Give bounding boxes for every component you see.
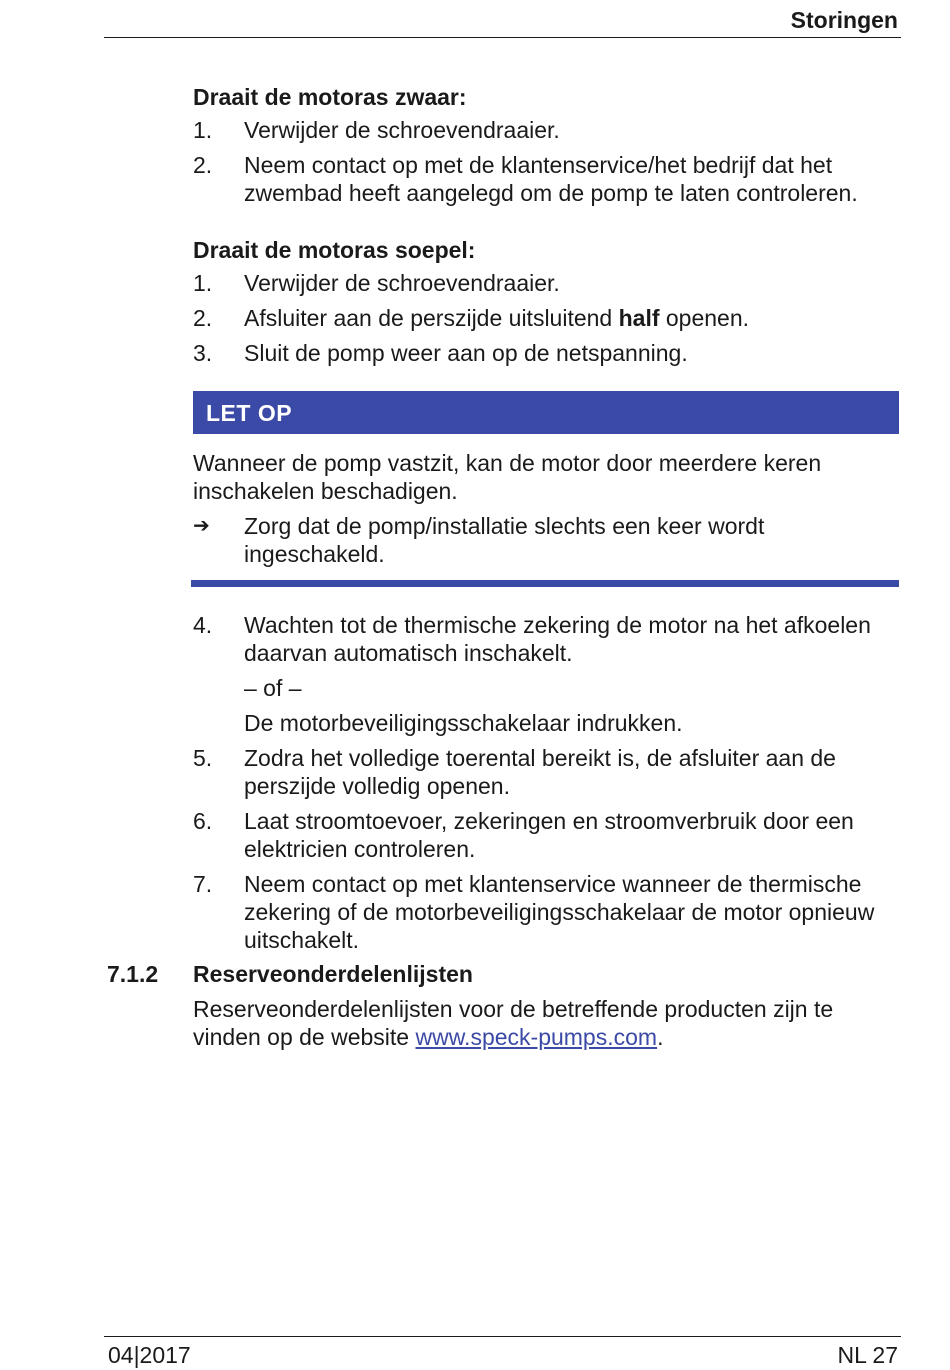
list-item [193,304,899,332]
step-text: Verwijder de schroevendraaier. [244,270,560,296]
step-text-before: Afsluiter aan de perszijde uitsluitend [244,305,619,331]
section-body-end: . [657,1024,664,1050]
step-text: Neem contact op met klantenservice wanneer de thermische zekering of de motorbeveiligingsschakelaar de motor opnieuw uitschakelt. [244,871,875,953]
section-body-text: Reserveonderdelenlijsten voor de betreffende producten zijn te vinden op de website [193,996,834,1050]
step-number: 1. [193,270,213,296]
step-alt: De motorbeveiligingsschakelaar indrukken. [244,710,683,736]
step-text: Zodra het volledige toerental bereikt is, de afsluiter aan de perszijde volledig openen. [244,745,836,799]
heavy-heading: Draait de motoras zwaar: [193,84,467,110]
heavy-steps [193,116,899,207]
list-item [193,611,899,737]
step-text-main: Wachten tot de thermische zekering de motor na het afkoelen daarvan automatisch inschakelt. [244,612,871,666]
smooth-heading: Draait de motoras soepel: [193,237,476,263]
website-link[interactable]: www.speck-pumps.com [415,1024,658,1050]
list-item [193,870,899,954]
section-title: Reserveonderdelenlijsten [193,961,473,987]
page-header-title: Storingen [790,7,898,33]
step-text: Laat stroomtoevoer, zekeringen en stroomverbruik door een elektricien controleren. [244,808,854,862]
footer-date: 04|2017 [108,1342,191,1368]
section-heading [107,960,473,988]
step-number: 5. [193,745,213,771]
footer-page-number: NL 27 [837,1342,898,1368]
header-rule [104,37,901,38]
notice-action-text: Zorg dat de pomp/installatie slechts een keer wordt ingeschakeld. [244,513,765,567]
step-number: 3. [193,340,213,366]
smooth-steps [193,269,899,367]
main-content [193,82,899,961]
step-text: Neem contact op met de klantenservice/het bedrijf dat het zwembad heeft aangelegd om de pomp te laten controleren. [244,152,858,206]
list-item [193,116,899,144]
step-number: 6. [193,808,213,834]
step-number: 7. [193,871,213,897]
step-text: Sluit de pomp weer aan op de netspanning. [244,340,688,366]
arrow-right-icon: ➔ [193,515,210,537]
list-item [193,339,899,367]
list-item [193,269,899,297]
list-item [193,744,899,800]
section-number: 7.1.2 [107,961,159,987]
list-item [193,807,899,863]
step-number: 1. [193,117,213,143]
notice-action [193,512,899,568]
step-or: – of – [244,675,302,701]
notice-banner [193,391,899,434]
step-number: 2. [193,152,213,178]
notice-text: Wanneer de pomp vastzit, kan de motor door meerdere keren inschakelen beschadigen. [193,450,822,504]
footer-rule [104,1336,901,1337]
step-number: 4. [193,612,213,638]
notice-bottom-rule [191,580,899,587]
step-number: 2. [193,305,213,331]
step-text-after: openen. [659,305,750,331]
step-text [244,611,899,737]
step-text: Verwijder de schroevendraaier. [244,117,560,143]
continued-steps [193,611,899,954]
list-item [193,151,899,207]
section-body [193,995,899,1051]
step-text-bold: half [618,305,660,331]
notice-label: LET OP [206,399,293,426]
step-text [244,304,899,332]
